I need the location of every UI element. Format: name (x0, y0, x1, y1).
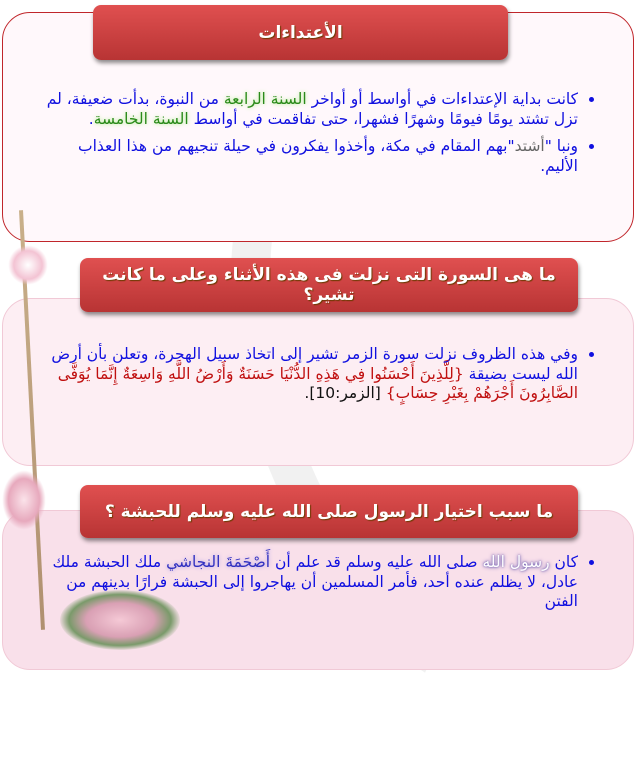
text: كانت بداية الإعتداءات في أواسط أو أواخر (306, 90, 578, 108)
text: "بهم المقام في مكة، وأخذوا يفكرون في حيلة تنجيهم من هذا العذاب الأليم. (78, 137, 578, 175)
bullet-item (40, 553, 578, 612)
text: من النبوة، بدأت ضعيفة، لم تزل تشتد يومًا فيومًا وشهرًا فشهرا، حتى تفاقمت في أواسط (46, 90, 578, 128)
section-header-abyssinia: ما سبب اختيار الرسول صلى الله عليه وسلم للحبشة ؟ (80, 485, 578, 538)
section-header-attacks: الأعتداءات (93, 5, 508, 60)
text: ملك الحبشة ملك عادل، لا يظلم عنده أحد، فأمر المسلمين أن يهاجروا إلى الحبشة فرارًا بدينهم من الفتن (52, 553, 578, 610)
text: ونبا " (544, 137, 578, 155)
verse-reference: [الزمر:10]. (304, 384, 386, 402)
section-header-surah: ما هى السورة التى نزلت فى هذه الأثناء وعلى ما كانت تشير؟ (80, 258, 578, 312)
highlight-messenger: رسول الله (482, 553, 550, 571)
quran-verse: {لِلَّذِينَ أَحْسَنُوا فِي هَذِهِ الدُّنْيَا حَسَنَةٌ وَأَرْضُ اللَّهِ وَاسِعَةٌ إِنَّمَا يُوَفَّى الصَّابِرُونَ أَجْرَهُمْ بِغَيْرِ حِسَابٍ} (57, 364, 578, 402)
bullet-item (40, 90, 578, 129)
highlight-negus: أَصْحَمَةَ النجاشي (166, 553, 271, 571)
highlight-fourth-year: السنة الرابعة (223, 90, 307, 108)
flower-decoration (2, 470, 46, 530)
gray-word: أشتد (514, 137, 545, 155)
surah-content (40, 345, 596, 412)
text: . (88, 109, 94, 128)
bullet-item (40, 137, 578, 176)
flower-decoration (8, 245, 48, 285)
text: صلى الله عليه وسلم قد علم أن (270, 553, 483, 571)
text: وفي هذه الظروف نزلت سورة الزمر تشير إلى اتخاذ سبيل الهجرة، وتعلن بأن أرض الله ليست بضيقة (51, 345, 578, 383)
bullet-item (40, 345, 578, 404)
highlight-fifth-year: السنة الخامسة (93, 109, 189, 128)
text: كان (549, 553, 578, 571)
abyssinia-content (40, 553, 596, 620)
attacks-content (40, 90, 596, 184)
